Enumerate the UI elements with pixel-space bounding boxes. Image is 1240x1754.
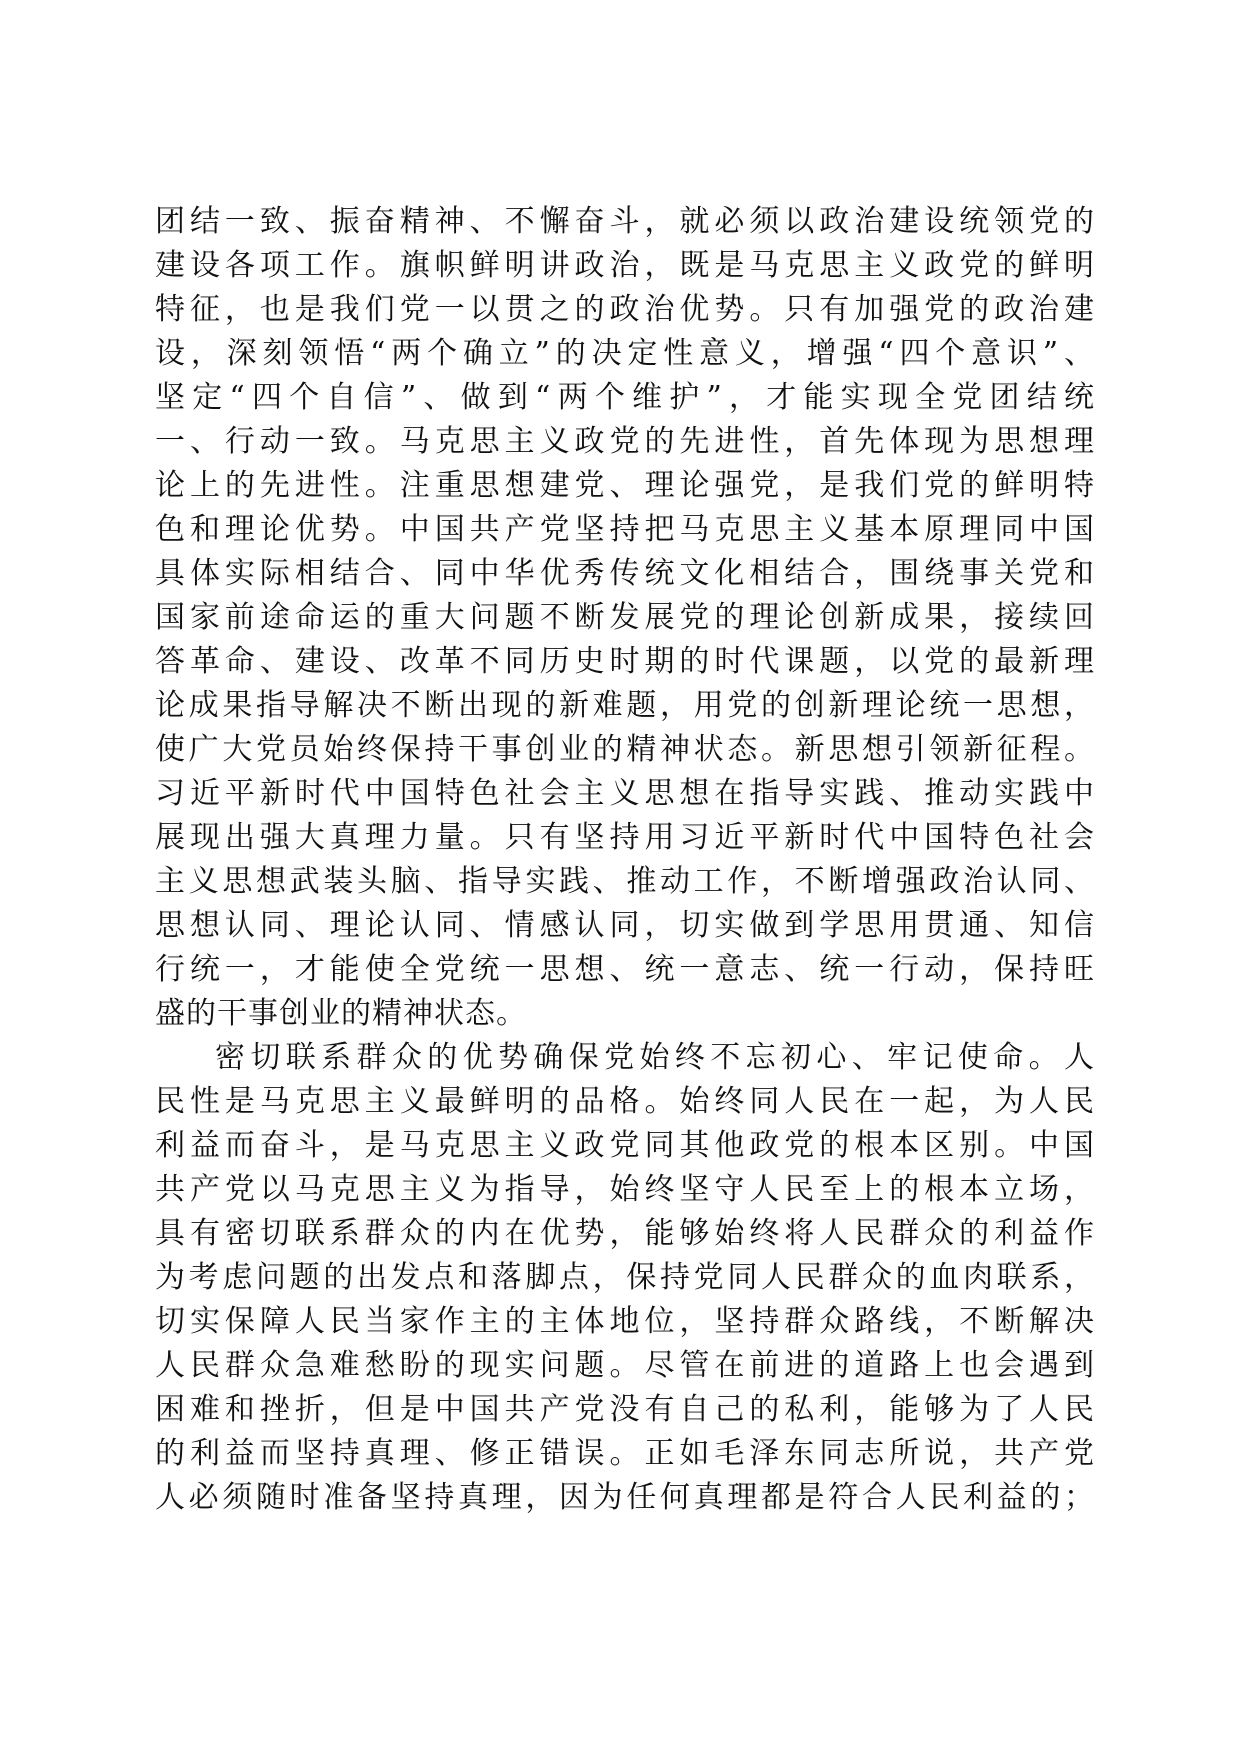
text-line: 切实保障人民当家作主的主体地位，坚持群众路线，不断解决 bbox=[155, 1304, 1095, 1339]
text-line: 答革命、建设、改革不同历史时期的时代课题，以党的最新理 bbox=[155, 644, 1095, 679]
text-line: 国家前途命运的重大问题不断发展党的理论创新成果，接续回 bbox=[155, 600, 1095, 635]
text-line: 行统一，才能使全党统一思想、统一意志、统一行动，保持旺 bbox=[155, 952, 1095, 987]
text-line: 共产党以马克思主义为指导，始终坚守人民至上的根本立场， bbox=[155, 1172, 1095, 1207]
text-line: 为考虑问题的出发点和落脚点，保持党同人民群众的血肉联系， bbox=[155, 1260, 1095, 1295]
text-line: 困难和挫折，但是中国共产党没有自己的私利，能够为了人民 bbox=[155, 1392, 1095, 1427]
text-line: 具体实际相结合、同中华优秀传统文化相结合，围绕事关党和 bbox=[155, 556, 1095, 591]
text-line: 设，深刻领悟“两个确立”的决定性意义，增强“四个意识”、 bbox=[155, 336, 1095, 371]
text-line: 思想认同、理论认同、情感认同，切实做到学思用贯通、知信 bbox=[155, 908, 1095, 943]
body-text bbox=[155, 200, 1095, 1520]
text-line: 的利益而坚持真理、修正错误。正如毛泽东同志所说，共产党 bbox=[155, 1436, 1095, 1471]
text-line: 展现出强大真理力量。只有坚持用习近平新时代中国特色社会 bbox=[155, 820, 1095, 855]
text-line: 利益而奋斗，是马克思主义政党同其他政党的根本区别。中国 bbox=[155, 1128, 1095, 1163]
text-line: 建设各项工作。旗帜鲜明讲政治，既是马克思主义政党的鲜明 bbox=[155, 248, 1095, 283]
text-line: 论成果指导解决不断出现的新难题，用党的创新理论统一思想， bbox=[155, 688, 1095, 723]
paragraph-2 bbox=[155, 1036, 1095, 1520]
text-line: 特征，也是我们党一以贯之的政治优势。只有加强党的政治建 bbox=[155, 292, 1095, 327]
text-line: 一、行动一致。马克思主义政党的先进性，首先体现为思想理 bbox=[155, 424, 1095, 459]
text-line: 民性是马克思主义最鲜明的品格。始终同人民在一起，为人民 bbox=[155, 1084, 1095, 1119]
text-line: 人必须随时准备坚持真理，因为任何真理都是符合人民利益的； bbox=[155, 1480, 1095, 1515]
text-line: 论上的先进性。注重思想建党、理论强党，是我们党的鲜明特 bbox=[155, 468, 1095, 503]
paragraph-1 bbox=[155, 200, 1095, 1036]
text-line: 盛的干事创业的精神状态。 bbox=[155, 996, 527, 1031]
text-line: 密切联系群众的优势确保党始终不忘初心、牢记使命。人 bbox=[215, 1040, 1095, 1075]
text-line: 坚定“四个自信”、做到“两个维护”，才能实现全党团结统 bbox=[155, 380, 1095, 415]
text-line: 具有密切联系群众的内在优势，能够始终将人民群众的利益作 bbox=[155, 1216, 1095, 1251]
text-line: 使广大党员始终保持干事创业的精神状态。新思想引领新征程。 bbox=[155, 732, 1095, 767]
text-line: 色和理论优势。中国共产党坚持把马克思主义基本原理同中国 bbox=[155, 512, 1095, 547]
text-line: 主义思想武装头脑、指导实践、推动工作，不断增强政治认同、 bbox=[155, 864, 1095, 899]
text-line: 团结一致、振奋精神、不懈奋斗，就必须以政治建设统领党的 bbox=[155, 204, 1095, 239]
text-line: 人民群众急难愁盼的现实问题。尽管在前进的道路上也会遇到 bbox=[155, 1348, 1095, 1383]
text-line: 习近平新时代中国特色社会主义思想在指导实践、推动实践中 bbox=[155, 776, 1095, 811]
